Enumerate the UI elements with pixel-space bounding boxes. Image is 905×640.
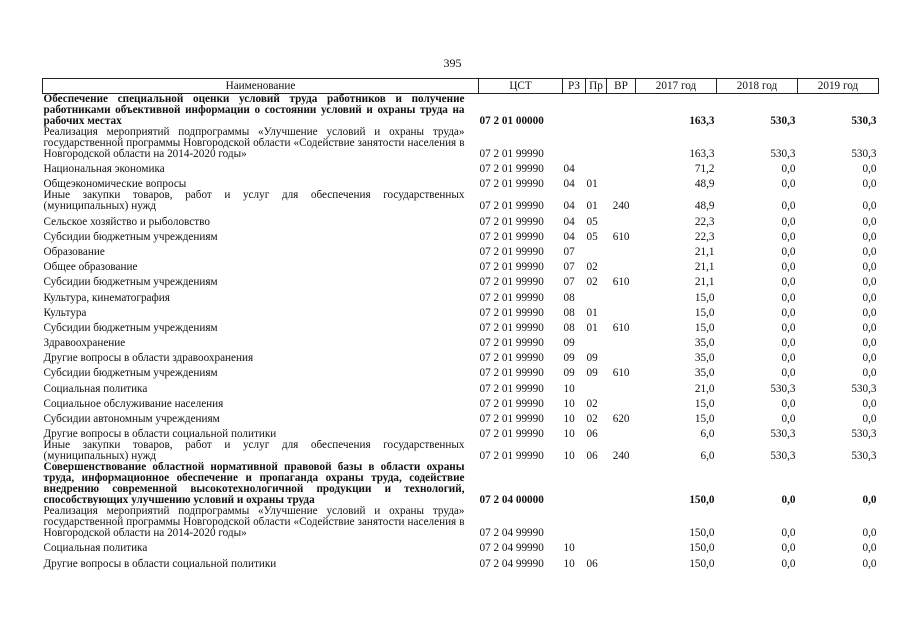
row-value-2019: 530,3: [851, 382, 877, 395]
table-row: [43, 410, 879, 425]
row-value-2019: 530,3: [851, 428, 877, 441]
row-value-2017: 15,0: [694, 321, 715, 334]
row-value-2017: 22,3: [694, 230, 715, 243]
row-vr: [607, 334, 636, 349]
row-vr: [607, 349, 636, 364]
row-pr: [586, 462, 607, 506]
row-name: Социальная политика: [43, 382, 148, 395]
row-rz: 08: [563, 321, 575, 334]
row-value-2018: 530,3: [770, 115, 796, 127]
row-pr: [586, 288, 607, 303]
table-row: [43, 554, 879, 569]
row-cst: 07 2 01 99990: [479, 178, 544, 191]
row-pr: 06: [586, 428, 598, 441]
row-vr: 240: [612, 450, 630, 463]
row-cst: 07 2 01 99990: [479, 306, 544, 319]
row-rz: [563, 506, 586, 539]
row-pr: 02: [586, 397, 598, 410]
row-value-2019: 0,0: [862, 397, 877, 410]
row-rz: 04: [563, 200, 575, 213]
row-rz: 07: [563, 276, 575, 289]
row-pr: [586, 160, 607, 175]
row-vr: [607, 554, 636, 569]
row-cst: 07 2 01 99990: [479, 200, 544, 213]
row-value-2017: 21,1: [694, 276, 715, 289]
row-name: Образование: [43, 245, 105, 258]
row-rz: 07: [563, 261, 575, 274]
row-value-2018: 0,0: [781, 306, 796, 319]
row-rz: 10: [563, 450, 575, 463]
row-value-2017: 48,9: [694, 200, 715, 213]
row-cst: 07 2 01 99990: [479, 352, 544, 365]
table-row: [43, 243, 879, 258]
row-name: Субсидии бюджетным учреждениям: [43, 230, 218, 243]
row-name: Другие вопросы в области социальной политики: [43, 428, 277, 441]
header-vr: ВР: [607, 79, 636, 94]
row-cst: 07 2 01 99990: [479, 276, 544, 289]
row-value-2017: 21,0: [694, 382, 715, 395]
row-vr: [607, 212, 636, 227]
table-row: [43, 319, 879, 334]
row-name: Общее образование: [43, 261, 138, 274]
row-cst: 07 2 01 99990: [479, 428, 544, 441]
row-rz: 09: [563, 337, 575, 350]
row-rz: 10: [563, 413, 575, 425]
row-rz: 04: [563, 178, 575, 191]
row-vr: [607, 304, 636, 319]
row-cst: 07 2 01 99990: [479, 215, 544, 228]
row-name: Субсидии бюджетным учреждениям: [43, 367, 218, 380]
row-value-2019: 0,0: [862, 352, 877, 365]
row-value-2019: 0,0: [862, 337, 877, 350]
row-value-2019: 0,0: [862, 557, 877, 570]
row-cst: 07 2 01 99990: [479, 261, 544, 274]
row-name: Социальное обслуживание населения: [43, 397, 224, 410]
row-value-2017: 15,0: [694, 397, 715, 410]
row-value-2018: 0,0: [781, 527, 796, 540]
row-name: Культура: [43, 306, 87, 319]
row-cst: 07 2 01 99990: [479, 397, 544, 410]
row-vr: 610: [612, 276, 630, 289]
row-name: Здравоохранение: [43, 337, 126, 350]
row-vr: [607, 243, 636, 258]
row-name: Другие вопросы в области здравоохранения: [43, 352, 254, 365]
row-vr: 240: [612, 200, 630, 213]
row-vr: 610: [612, 321, 630, 334]
row-value-2017: 15,0: [694, 306, 715, 319]
row-name: Национальная экономика: [43, 163, 165, 176]
row-vr: [607, 288, 636, 303]
row-value-2018: 0,0: [781, 542, 796, 555]
row-value-2018: 0,0: [781, 352, 796, 365]
row-pr: [586, 506, 607, 539]
row-rz: 04: [563, 215, 575, 228]
table-row: [43, 273, 879, 288]
row-value-2018: 0,0: [781, 178, 796, 191]
row-value-2017: 21,1: [694, 261, 715, 274]
row-value-2018: 0,0: [781, 367, 796, 380]
row-rz: 10: [563, 542, 575, 555]
row-cst: 07 2 01 99990: [479, 148, 544, 160]
row-name: Социальная политика: [43, 542, 148, 555]
row-name: Общеэкономические вопросы: [43, 178, 187, 191]
row-cst: 07 2 01 99990: [479, 245, 544, 258]
row-value-2019: 0,0: [862, 215, 877, 228]
row-pr: 01: [586, 321, 598, 334]
row-vr: [607, 462, 636, 506]
row-pr: [586, 127, 607, 160]
row-value-2019: 0,0: [862, 276, 877, 289]
row-vr: [607, 539, 636, 554]
row-value-2018: 530,3: [770, 450, 796, 463]
row-rz: 04: [563, 230, 575, 243]
row-value-2019: 0,0: [862, 321, 877, 334]
table-row: [43, 440, 879, 462]
row-value-2019: 0,0: [862, 178, 877, 191]
row-value-2017: 6,0: [700, 450, 715, 463]
row-value-2019: 0,0: [862, 163, 877, 176]
header-name: Наименование: [43, 79, 479, 94]
row-value-2017: 15,0: [694, 413, 715, 425]
row-cst: 07 2 04 99990: [479, 527, 544, 540]
row-value-2019: 530,3: [851, 115, 877, 127]
row-pr: [586, 94, 607, 128]
table-row: [43, 258, 879, 273]
row-value-2017: 48,9: [694, 178, 715, 191]
row-cst: 07 2 01 99990: [479, 291, 544, 304]
row-name: Субсидии автономным учреждениям: [43, 413, 220, 425]
table-row: [43, 127, 879, 160]
row-value-2018: 0,0: [781, 494, 796, 507]
row-vr: [607, 160, 636, 175]
header-rz: РЗ: [563, 79, 586, 94]
row-name: Другие вопросы в области социальной политики: [43, 557, 277, 570]
row-pr: 01: [586, 306, 598, 319]
row-pr: 05: [586, 230, 598, 243]
table-row: [43, 175, 879, 190]
row-pr: 02: [586, 413, 598, 425]
table-row: [43, 190, 879, 212]
row-pr: [586, 334, 607, 349]
row-pr: 06: [586, 450, 598, 463]
row-pr: 09: [586, 367, 598, 380]
row-cst: 07 2 01 99990: [479, 321, 544, 334]
row-value-2017: 163,3: [689, 148, 715, 160]
row-pr: 05: [586, 215, 598, 228]
table-row: [43, 539, 879, 554]
budget-table: [42, 78, 879, 570]
row-name: Совершенствование областной нормативной правовой базы в области охраны труда, информационное обеспечение и пропаганда охраны труда, содействие внедрению современной высокотехнологичной продукции и технологий, способствующих улучшению условий и охраны труда: [43, 462, 465, 507]
row-rz: [563, 127, 586, 160]
row-value-2019: 530,3: [851, 148, 877, 160]
row-cst: 07 2 04 99990: [479, 542, 544, 555]
header-pr: Пр: [586, 79, 607, 94]
row-rz: 08: [563, 306, 575, 319]
row-name: Иные закупки товаров, работ и услуг для обеспечения государственных (муниципальных) нужд: [43, 440, 465, 463]
row-rz: 09: [563, 367, 575, 380]
row-value-2017: 150,0: [689, 557, 715, 570]
table-body: [43, 94, 879, 570]
row-value-2017: 35,0: [694, 337, 715, 350]
row-cst: 07 2 01 99990: [479, 230, 544, 243]
row-vr: [607, 395, 636, 410]
row-cst: 07 2 01 00000: [479, 115, 544, 127]
table-row: [43, 304, 879, 319]
row-value-2017: 15,0: [694, 291, 715, 304]
row-name: Реализация мероприятий подпрограммы «Улучшение условий и охраны труда» государственной программы Новгородской области «Содействие занятости населения в Новгородской области на 2014-2020 годы»: [43, 506, 465, 540]
row-cst: 07 2 04 00000: [479, 494, 544, 507]
row-rz: 10: [563, 397, 575, 410]
table-row: [43, 425, 879, 440]
row-pr: [586, 379, 607, 394]
row-cst: 07 2 04 99990: [479, 557, 544, 570]
row-value-2017: 150,0: [689, 542, 715, 555]
row-value-2018: 530,3: [770, 382, 796, 395]
row-vr: 620: [612, 413, 630, 425]
table-row: [43, 379, 879, 394]
table-row: [43, 160, 879, 175]
row-vr: [607, 379, 636, 394]
table-row: [43, 349, 879, 364]
row-value-2018: 0,0: [781, 321, 796, 334]
row-rz: 07: [563, 245, 575, 258]
table-row: [43, 228, 879, 243]
row-value-2017: 35,0: [694, 367, 715, 380]
row-vr: 610: [612, 230, 630, 243]
row-value-2017: 71,2: [694, 163, 715, 176]
row-name: Культура, кинематография: [43, 291, 170, 304]
row-pr: 02: [586, 261, 598, 274]
row-value-2019: 0,0: [862, 367, 877, 380]
row-value-2017: 22,3: [694, 215, 715, 228]
row-value-2018: 0,0: [781, 337, 796, 350]
row-vr: [607, 506, 636, 539]
row-rz: [563, 462, 586, 506]
table-row: [43, 212, 879, 227]
row-pr: 06: [586, 557, 598, 570]
row-value-2018: 0,0: [781, 163, 796, 176]
row-pr: [586, 243, 607, 258]
row-cst: 07 2 01 99990: [479, 337, 544, 350]
row-value-2018: 0,0: [781, 245, 796, 258]
row-pr: 02: [586, 276, 598, 289]
row-cst: 07 2 01 99990: [479, 163, 544, 176]
row-value-2018: 0,0: [781, 413, 796, 425]
row-vr: [607, 127, 636, 160]
row-value-2018: 0,0: [781, 276, 796, 289]
row-value-2019: 0,0: [862, 306, 877, 319]
row-vr: [607, 175, 636, 190]
row-rz: 10: [563, 557, 575, 570]
row-value-2018: 0,0: [781, 557, 796, 570]
row-rz: 08: [563, 291, 575, 304]
table-row: [43, 395, 879, 410]
row-name: Иные закупки товаров, работ и услуг для обеспечения государственных (муниципальных) нужд: [43, 190, 465, 213]
table-row-section: [43, 462, 879, 506]
row-name: Сельское хозяйство и рыболовство: [43, 215, 210, 228]
row-value-2018: 0,0: [781, 397, 796, 410]
row-rz: 10: [563, 382, 575, 395]
row-cst: 07 2 01 99990: [479, 413, 544, 425]
table-row: [43, 506, 879, 539]
row-value-2018: 0,0: [781, 215, 796, 228]
row-value-2019: 0,0: [862, 527, 877, 540]
row-value-2017: 21,1: [694, 245, 715, 258]
header-2017: 2017 год: [636, 79, 717, 94]
row-pr: 09: [586, 352, 598, 365]
row-value-2019: 0,0: [862, 413, 877, 425]
table-row: [43, 364, 879, 379]
row-cst: 07 2 01 99990: [479, 450, 544, 463]
row-value-2019: 0,0: [862, 261, 877, 274]
row-rz: 10: [563, 428, 575, 441]
row-vr: 610: [612, 367, 630, 380]
row-name: Субсидии бюджетным учреждениям: [43, 276, 218, 289]
row-vr: [607, 258, 636, 273]
row-pr: 01: [586, 178, 598, 191]
row-value-2017: 35,0: [694, 352, 715, 365]
row-cst: 07 2 01 99990: [479, 367, 544, 380]
row-value-2019: 0,0: [862, 245, 877, 258]
table-row: [43, 288, 879, 303]
row-name: Субсидии бюджетным учреждениям: [43, 321, 218, 334]
row-value-2017: 150,0: [689, 494, 715, 507]
row-name: Обеспечение специальной оценки условий труда работников и получение работниками объективной информации о состоянии условий и охраны труда на рабочих местах: [43, 93, 465, 127]
header-2018: 2018 год: [717, 79, 798, 94]
table-header: [43, 79, 879, 94]
row-pr: [586, 539, 607, 554]
row-value-2019: 0,0: [862, 291, 877, 304]
row-vr: [607, 94, 636, 128]
row-value-2017: 163,3: [689, 115, 715, 127]
table-row: [43, 334, 879, 349]
row-vr: [607, 425, 636, 440]
row-value-2018: 0,0: [781, 200, 796, 213]
row-value-2017: 6,0: [700, 428, 715, 441]
header-cst: ЦСТ: [479, 79, 563, 94]
row-rz: 04: [563, 163, 575, 176]
header-2019: 2019 год: [798, 79, 879, 94]
row-value-2018: 0,0: [781, 261, 796, 274]
table-row-section: [43, 94, 879, 128]
row-pr: 01: [586, 200, 598, 213]
row-value-2018: 530,3: [770, 148, 796, 160]
page-number: 395: [443, 56, 462, 70]
row-value-2019: 530,3: [851, 450, 877, 463]
row-value-2018: 0,0: [781, 230, 796, 243]
row-value-2018: 0,0: [781, 291, 796, 304]
row-value-2019: 0,0: [862, 230, 877, 243]
row-value-2019: 0,0: [862, 542, 877, 555]
row-name: Реализация мероприятий подпрограммы «Улучшение условий и охраны труда» государственной программы Новгородской области «Содействие занятости населения в Новгородской области на 2014-2020 годы»: [43, 127, 465, 160]
row-value-2017: 150,0: [689, 527, 715, 540]
row-rz: [563, 94, 586, 128]
row-rz: 09: [563, 352, 575, 365]
row-value-2018: 530,3: [770, 428, 796, 441]
row-value-2019: 0,0: [862, 494, 877, 507]
row-cst: 07 2 01 99990: [479, 382, 544, 395]
row-value-2019: 0,0: [862, 200, 877, 213]
